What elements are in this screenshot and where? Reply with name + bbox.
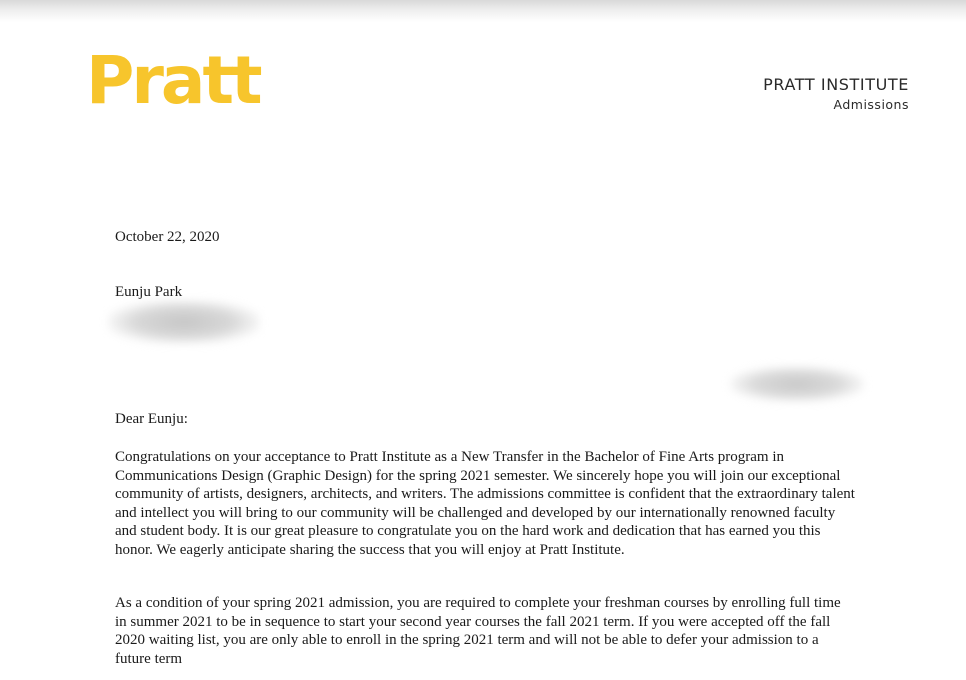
body-paragraph-2: As a condition of your spring 2021 admission, you are required to complete your freshman courses by enrolling full time in summer 2021 to be in sequence to start your second year courses the fall 2021 term. If you were accepted off the fall 2020 waiting list, you are only able to enroll in the spring 2021 term and will not be able to defer your admission to a future term — [115, 595, 841, 667]
recipient-name: Eunju Park — [115, 284, 183, 300]
pratt-logo: Pratt — [86, 42, 260, 119]
body-paragraph-1: Congratulations on your acceptance to Pratt Institute as a New Transfer in the Bachelor of Fine Arts program in Communications Design (Graphic Design) for the spring 2021 semester. We sincerely hope you will join our exceptional community of artists, designers, architects, and writers. The admissions committee is confident that the extraordinary talent and intellect you will bring to our community will be challenged and developed by our internationally renowned faculty and student body. It is our great pleasure to congratulate you on the hard work and dedication that has earned you this honor. We eagerly anticipate sharing the success that you will enjoy at Pratt Institute. — [115, 449, 855, 558]
department-name: Admissions — [833, 97, 909, 112]
redacted-id-block — [730, 366, 864, 402]
page-top-shadow — [0, 0, 966, 22]
redacted-address-block — [108, 300, 260, 344]
salutation: Dear Eunju: — [115, 411, 188, 427]
institution-name: PRATT INSTITUTE — [763, 75, 909, 94]
letter-date: October 22, 2020 — [115, 229, 220, 245]
